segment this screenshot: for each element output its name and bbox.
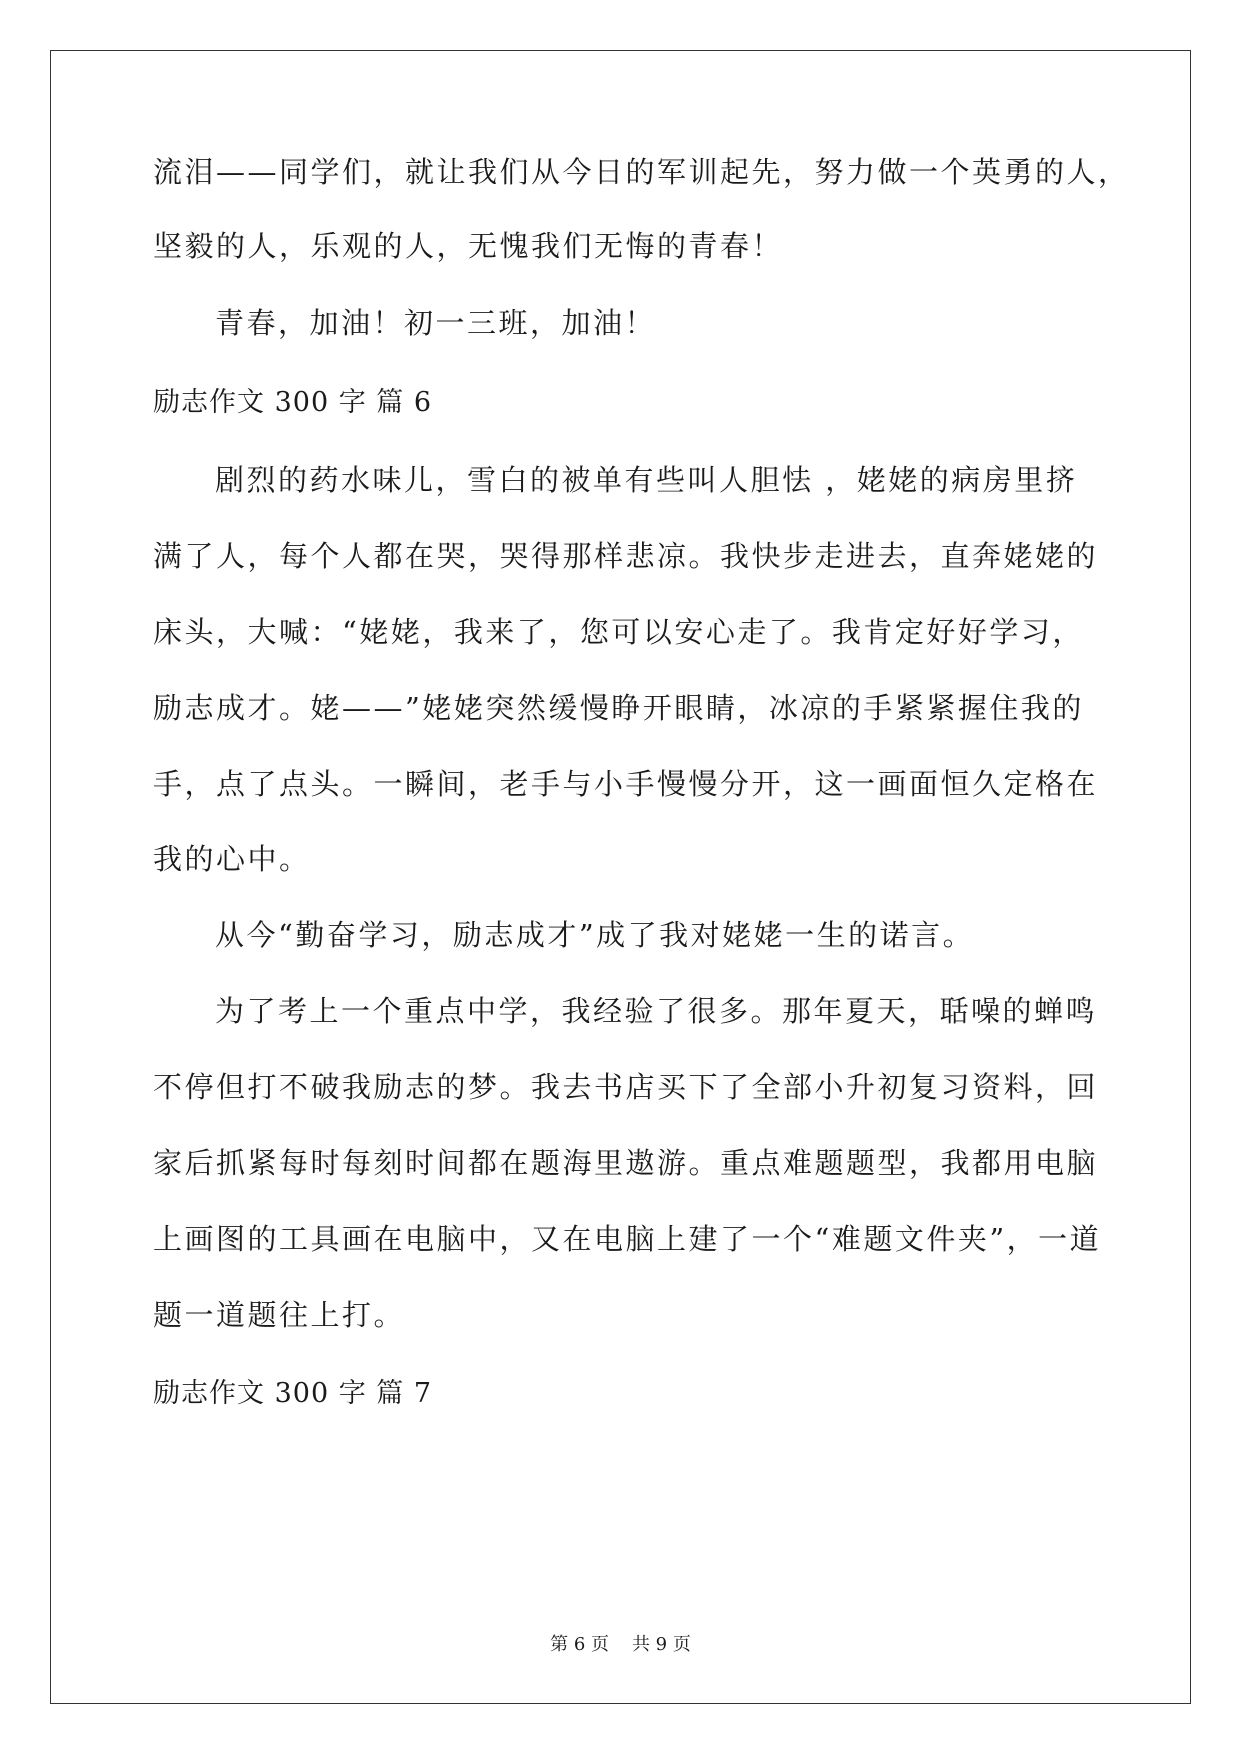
text-line: 题一道题往上打。 xyxy=(153,1298,406,1332)
text-line: 流泪——同学们，就让我们从今日的军训起先，努力做一个英勇的人， xyxy=(153,155,1130,189)
text-line: 床头，大喊：“姥姥，我来了，您可以安心走了。我肯定好好学习， xyxy=(153,615,1084,649)
section-heading: 励志作文 300 字 篇 7 xyxy=(153,1378,433,1409)
section-heading: 励志作文 300 字 篇 6 xyxy=(153,387,433,418)
text-line: 励志成才。姥——”姥姥突然缓慢睁开眼睛，冰凉的手紧紧握住我的 xyxy=(153,691,1084,725)
text-line: 为了考上一个重点中学，我经验了很多。那年夏天，聒噪的蝉鸣 xyxy=(215,994,1098,1028)
text-line: 坚毅的人，乐观的人，无愧我们无悔的青春！ xyxy=(153,229,784,263)
page-number-footer: 第 6 页 共 9 页 xyxy=(550,1634,691,1655)
text-line: 家后抓紧每时每刻时间都在题海里遨游。重点难题题型，我都用电脑 xyxy=(153,1146,1099,1180)
text-line: 手，点了点头。一瞬间，老手与小手慢慢分开，这一画面恒久定格在 xyxy=(153,767,1099,801)
text-line: 不停但打不破我励志的梦。我去书店买下了全部小升初复习资料，回 xyxy=(153,1070,1099,1104)
text-line: 满了人，每个人都在哭，哭得那样悲凉。我快步走进去，直奔姥姥的 xyxy=(153,539,1099,573)
text-line: 我的心中。 xyxy=(153,842,311,876)
text-line: 从今“勤奋学习，励志成才”成了我对姥姥一生的诺言。 xyxy=(215,918,975,952)
text-line: 上画图的工具画在电脑中，又在电脑上建了一个“难题文件夹”，一道 xyxy=(153,1222,1102,1256)
text-line: 剧烈的药水味儿，雪白的被单有些叫人胆怯 ，姥姥的病房里挤 xyxy=(215,463,1078,497)
text-line: 青春，加油！初一三班，加油！ xyxy=(215,306,657,340)
page-border xyxy=(50,50,1191,1704)
